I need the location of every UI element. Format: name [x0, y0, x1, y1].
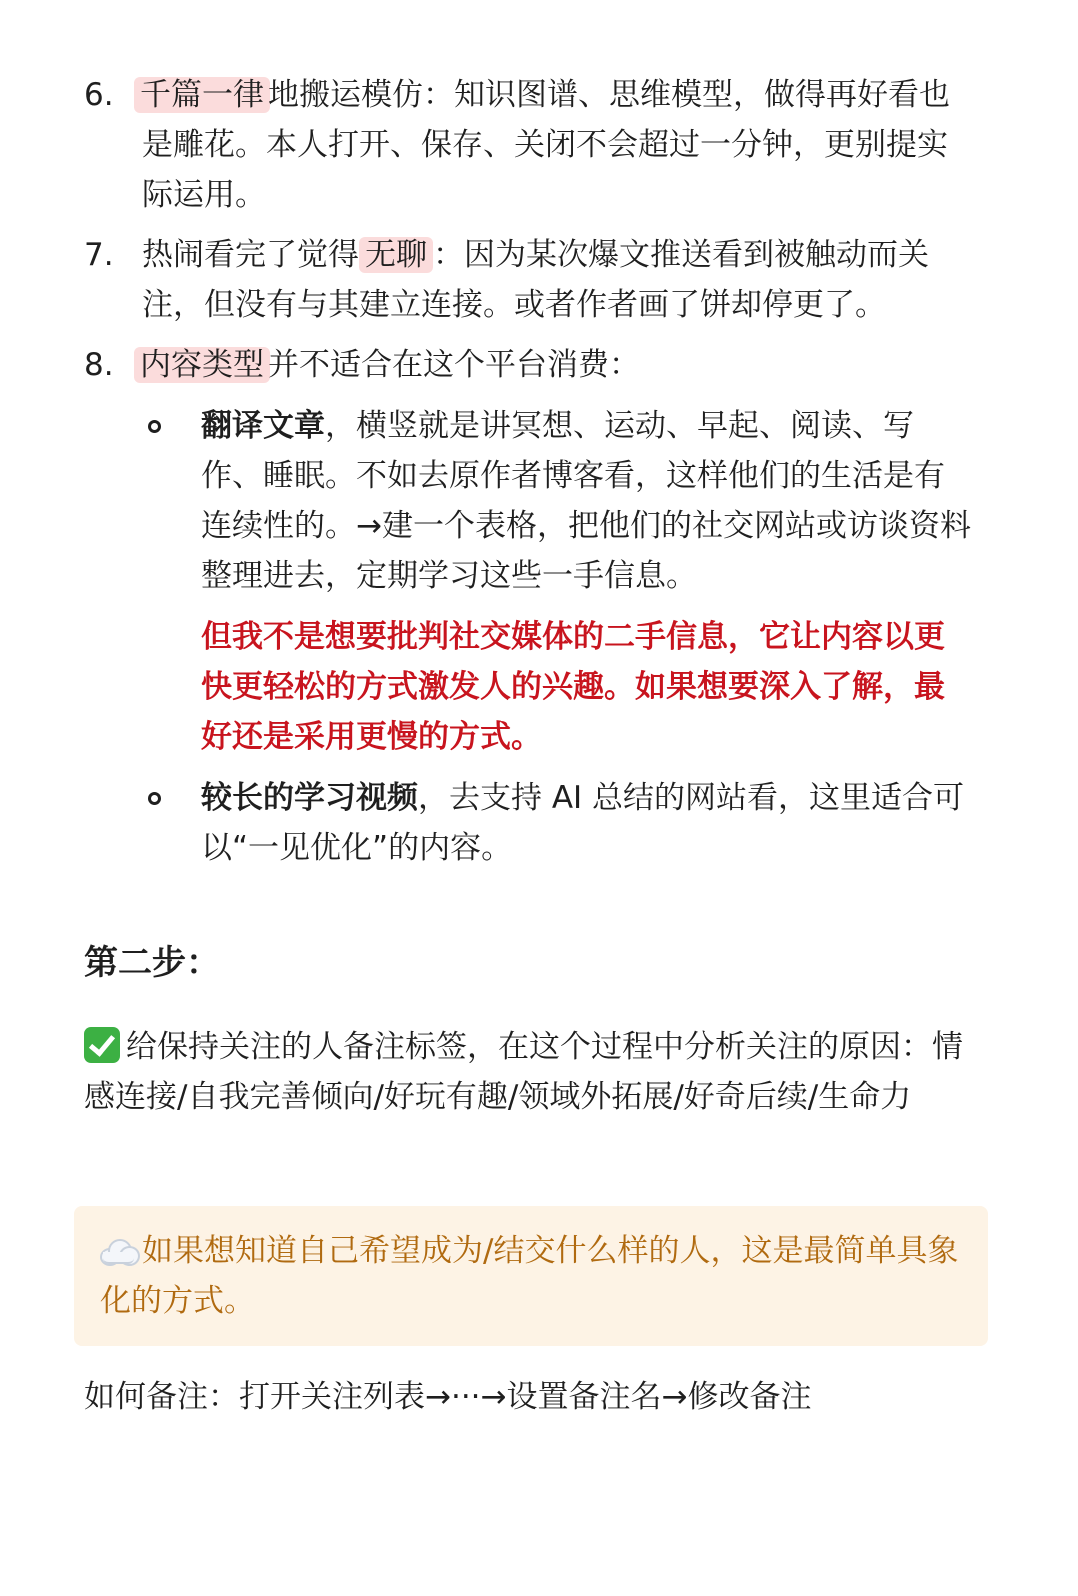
- list-item-body: 并不适合在这个平台消费：: [268, 347, 640, 383]
- list-number: 7.: [84, 237, 114, 273]
- list-item-lead: 热闹看完了觉得: [142, 237, 359, 273]
- sub-item-body: ，横竖就是讲冥想、运动、早起、阅读、写作、睡眠。不如去原作者博客看，这样他们的生活是有连续性的。→建一个表格，把他们的社交网站或访谈资料整理进去，定期学习这些一手信息。: [201, 408, 971, 594]
- hollow-bullet-icon: [148, 420, 161, 433]
- howto-line: 如何备注：打开关注列表→···→设置备注名→修改备注: [84, 1379, 812, 1415]
- list-item-text: [142, 340, 972, 390]
- sub-item-text: [201, 773, 971, 873]
- sub-item-title: 翻译文章: [201, 408, 325, 444]
- sub-item-body: ，去支持 AI 总结的网站看，这里适合可以“一见优化”的内容。: [201, 780, 965, 866]
- sub-item-text: [201, 401, 971, 601]
- callout-text: [100, 1226, 960, 1326]
- list-item-body: 地搬运模仿：知识图谱、思维模型，做得再好看也是雕花。本人打开、保存、关闭不会超过一分钟，更别提实际运用。: [142, 77, 950, 213]
- list-number: 8.: [84, 347, 114, 383]
- highlight-text: 千篇一律: [134, 77, 270, 113]
- list-number: 6.: [84, 77, 114, 113]
- callout-body: 如果想知道自己希望成为/结交什么样的人，这是最简单具象化的方式。: [100, 1233, 959, 1319]
- check-mark-icon: [84, 1027, 120, 1063]
- highlight-text: 内容类型: [134, 347, 270, 383]
- section-heading: 第二步：: [84, 943, 220, 983]
- callout-box: [74, 1206, 988, 1346]
- list-item-text: [142, 230, 972, 330]
- highlight-text: 无聊: [359, 237, 433, 273]
- hollow-bullet-icon: [148, 792, 161, 805]
- list-item-text: [142, 70, 972, 220]
- list-item-body: ：因为某次爆文推送看到被触动而关注，但没有与其建立连接。或者作者画了饼却停更了。: [142, 237, 929, 323]
- sub-item-title: 较长的学习视频: [201, 780, 418, 816]
- check-paragraph: [84, 1022, 964, 1122]
- check-paragraph-text: 给保持关注的人备注标签，在这个过程中分析关注的原因：情感连接/自我完善倾向/好玩有趣/领域外拓展/好奇后续/生命力: [84, 1029, 963, 1115]
- red-note: 但我不是想要批判社交媒体的二手信息，它让内容以更快更轻松的方式激发人的兴趣。如果想要深入了解，最好还是采用更慢的方式。: [201, 619, 945, 755]
- cloud-icon: [100, 1238, 138, 1264]
